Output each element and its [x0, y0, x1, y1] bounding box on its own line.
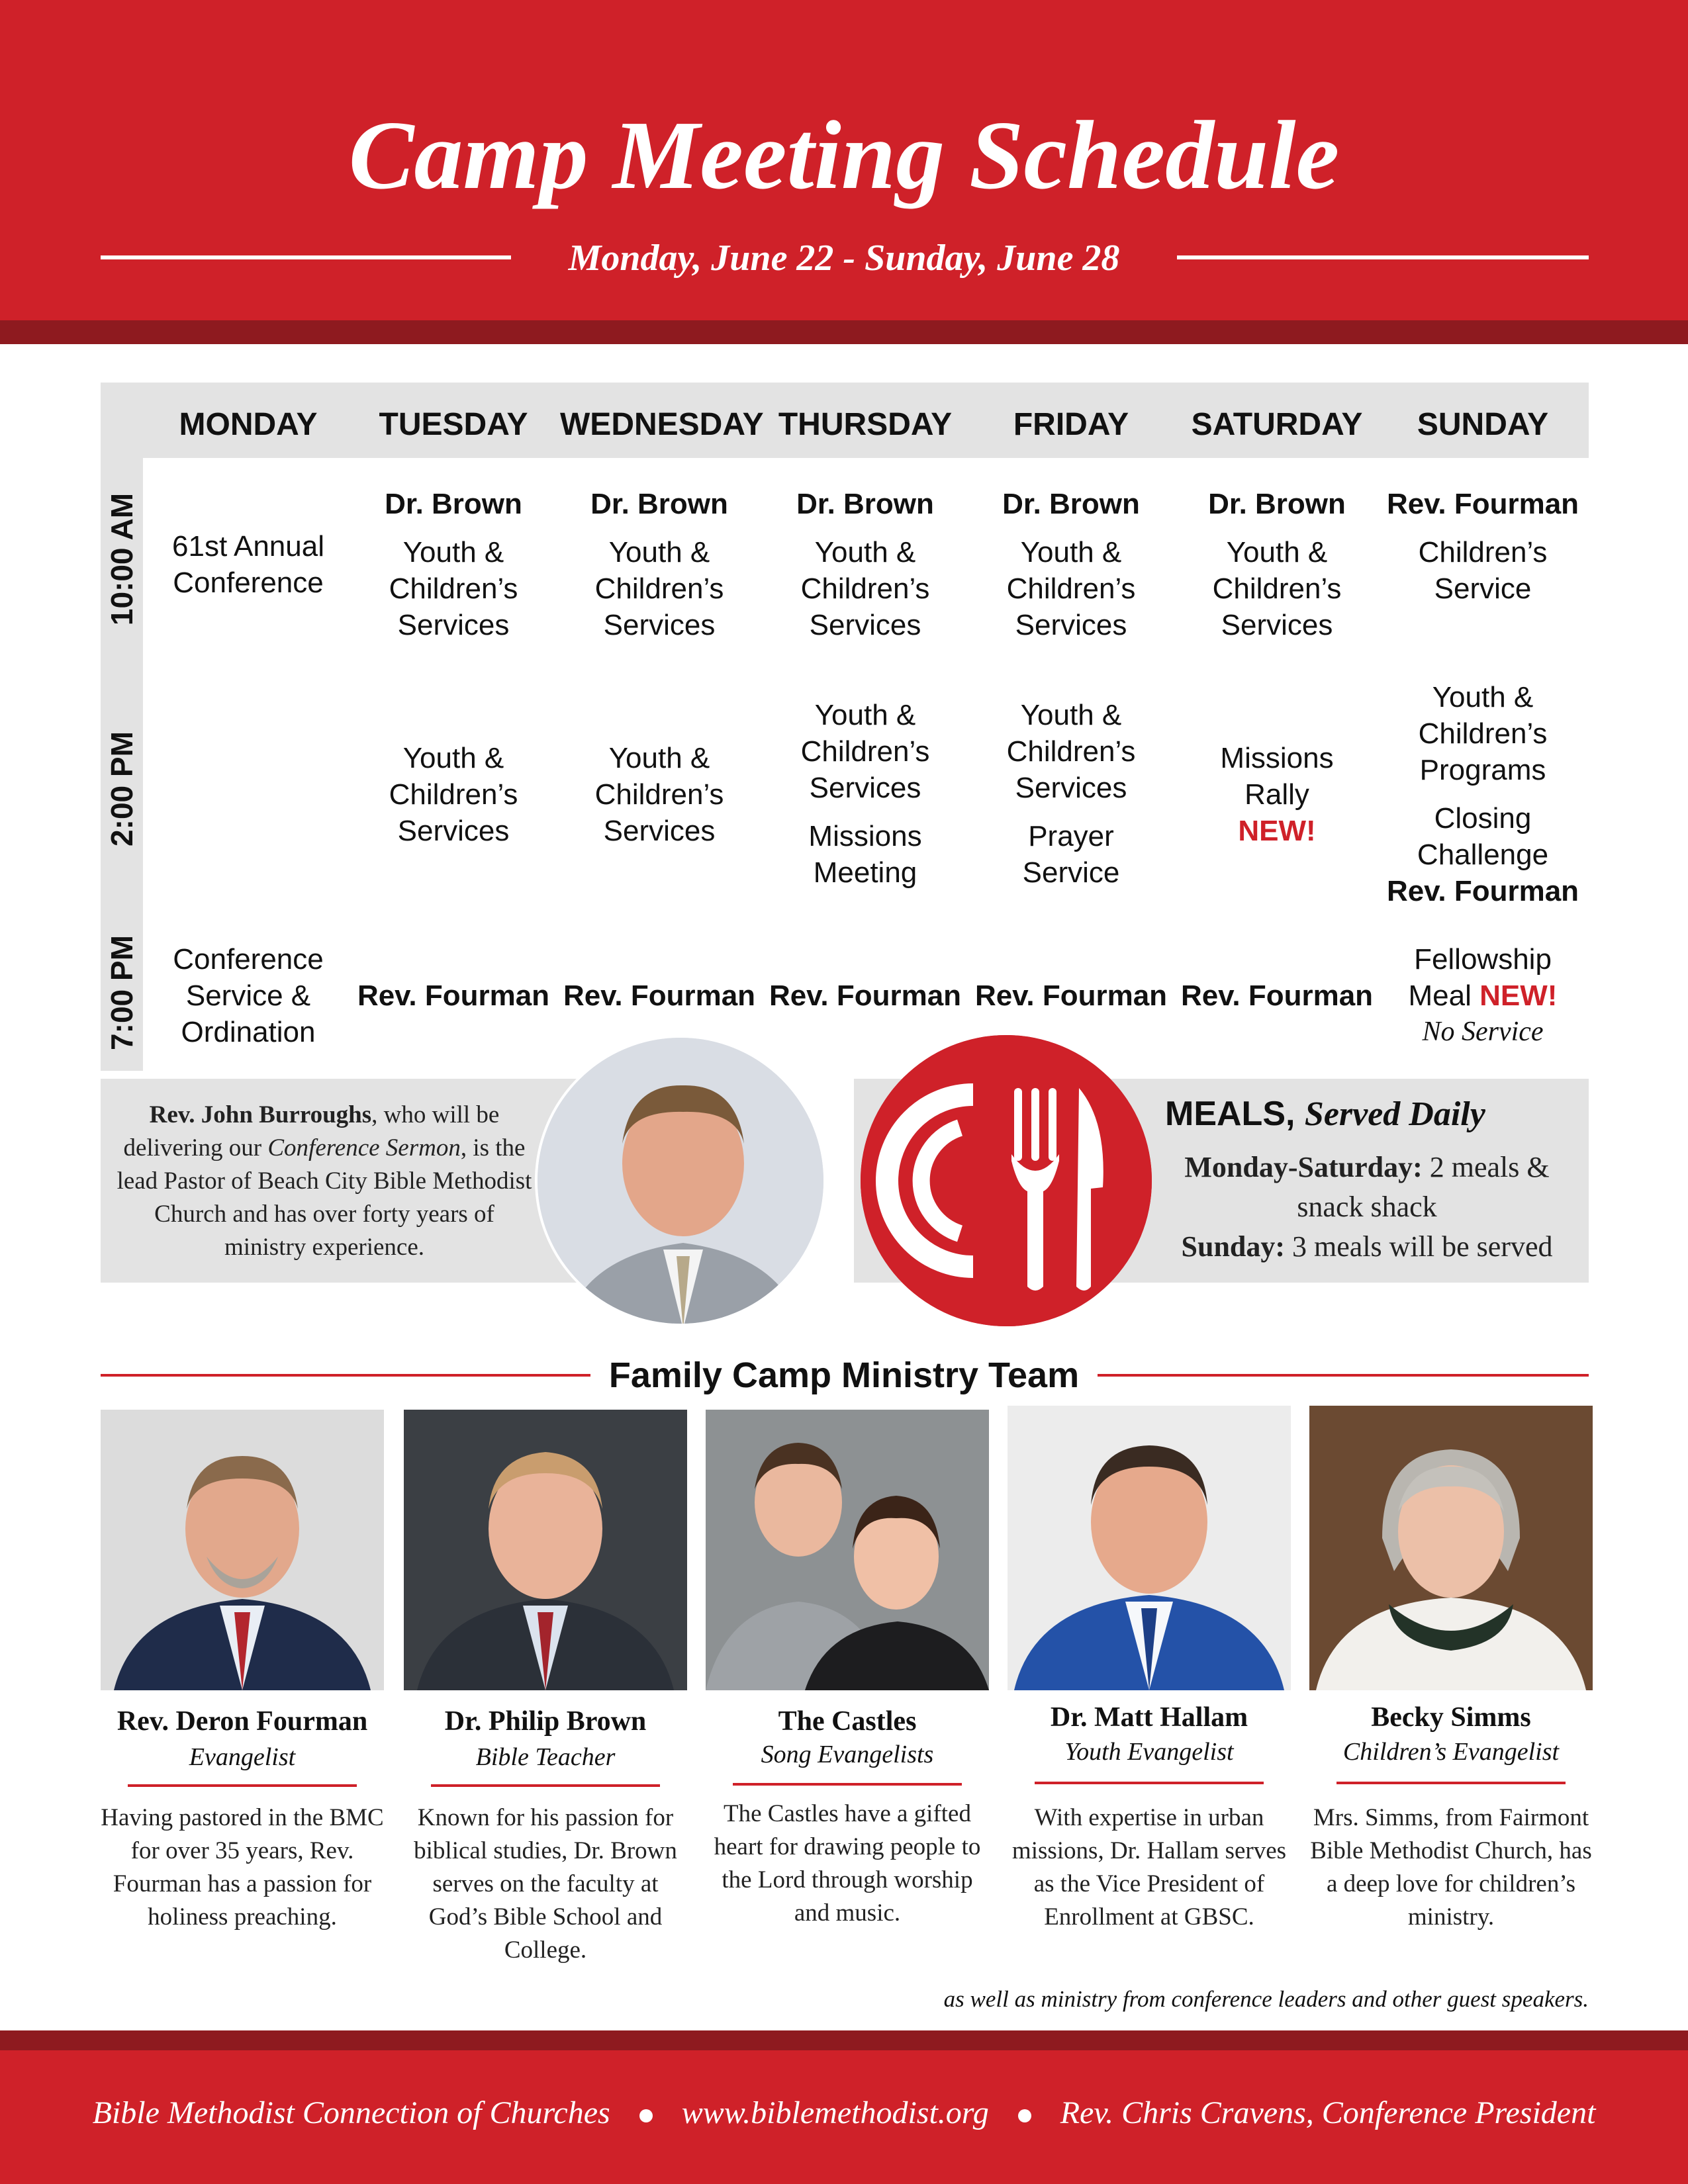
- meals-utensils-icon: [861, 1035, 1152, 1326]
- cell-line: Children’s: [389, 778, 518, 811]
- cell-line: Missions: [1220, 742, 1334, 774]
- fourman-photo: [101, 1410, 384, 1690]
- member-name: Dr. Matt Hallam: [1050, 1702, 1248, 1733]
- portrait-illustration: [404, 1410, 687, 1690]
- sermon-speaker-name: Rev. John Burroughs: [149, 1101, 372, 1128]
- cell-line: Services: [397, 609, 510, 641]
- cell-line: Youth &: [608, 742, 710, 774]
- cell-line: Services: [1221, 609, 1333, 641]
- cell-line: Closing: [1434, 802, 1532, 835]
- cell-note: No Service: [1422, 1017, 1544, 1047]
- sermon-text-part: , who will be delivering our: [123, 1101, 500, 1161]
- member-role: Evangelist: [189, 1743, 296, 1771]
- sermon-title: Conference Sermon: [267, 1134, 461, 1161]
- member-bio: The Castles have a gifted heart for drawing people to the Lord through worship and music.: [714, 1800, 981, 1927]
- member-name: Becky Simms: [1371, 1702, 1531, 1733]
- cell-line: Youth &: [402, 536, 504, 569]
- member-divider: [1035, 1782, 1264, 1784]
- cell-line: Services: [1015, 609, 1127, 641]
- member-divider: [431, 1784, 660, 1787]
- time-10am: 10:00 AM: [105, 492, 139, 626]
- brown-photo: [404, 1410, 687, 1690]
- cell-line: Services: [809, 772, 921, 804]
- cell-line: Youth &: [608, 536, 710, 569]
- cell-eve-sunday: [1383, 941, 1582, 1050]
- sermon-description: [113, 1099, 536, 1264]
- member-role: Children’s Evangelist: [1342, 1738, 1560, 1766]
- bullet-icon: [639, 2109, 653, 2122]
- burroughs-photo: [535, 1035, 826, 1326]
- cell-line: Children’s: [800, 735, 930, 768]
- member-bio: Known for his passion for biblical studies, Dr. Brown serves on the faculty at God’s Bible School and College.: [414, 1804, 677, 1964]
- additional-speakers-note: as well as ministry from conference leaders and other guest speakers.: [943, 1986, 1589, 2012]
- simms-photo: [1309, 1406, 1593, 1690]
- cell-line: Meeting: [813, 856, 917, 889]
- cell-eve-saturday: [1178, 978, 1376, 1014]
- meals-weekday-text: 2 meals & snack shack: [1297, 1151, 1550, 1223]
- cell-line: Children’s: [389, 572, 518, 605]
- day-friday: FRIDAY: [1013, 407, 1129, 442]
- member-bio: Mrs. Simms, from Fairmont Bible Methodist Church, has a deep love for children’s ministry.: [1310, 1804, 1592, 1931]
- cell-speaker: Rev. Fourman: [1180, 979, 1374, 1012]
- cell-speaker: Rev. Fourman: [1386, 875, 1579, 907]
- cell-speaker: Rev. Fourman: [1386, 488, 1579, 520]
- cell-line: Youth &: [1226, 536, 1328, 569]
- date-range: Monday, June 22 - Sunday, June 28: [568, 238, 1120, 279]
- member-name: Rev. Deron Fourman: [117, 1706, 368, 1737]
- page-title: Camp Meeting Schedule: [348, 101, 1340, 210]
- member-role: Song Evangelists: [761, 1741, 934, 1768]
- cell-am-sunday: [1383, 486, 1582, 607]
- cell-line: Children’s: [594, 572, 724, 605]
- cell-am-friday: [972, 486, 1170, 643]
- cell-am-wednesday: [560, 486, 759, 643]
- footer-org: Bible Methodist Connection of Churches: [92, 2095, 610, 2130]
- meals-sunday-text: 3 meals will be served: [1285, 1230, 1553, 1263]
- portrait-illustration: [1309, 1406, 1593, 1690]
- cell-eve-friday: [972, 978, 1170, 1014]
- cell-pm-tuesday: [354, 740, 553, 849]
- meals-details: [1152, 1148, 1582, 1267]
- cell-line: Rally: [1244, 778, 1309, 811]
- cell-line: Youth &: [814, 536, 916, 569]
- cell-line: Services: [809, 609, 921, 641]
- cell-line: Ordination: [181, 1016, 316, 1048]
- footer-president: Rev. Chris Cravens, Conference President: [1060, 2095, 1596, 2130]
- time-7pm: 7:00 PM: [105, 935, 139, 1050]
- new-badge: NEW!: [1479, 979, 1558, 1012]
- member-divider: [733, 1783, 962, 1786]
- cell-am-monday: [149, 528, 348, 601]
- member-role: Youth Evangelist: [1064, 1738, 1234, 1766]
- cell-speaker: Rev. Fourman: [974, 979, 1168, 1012]
- cell-line: Children’s: [1418, 717, 1548, 750]
- cell-line: Missions: [808, 820, 922, 852]
- cell-pm-wednesday: [560, 740, 759, 849]
- hallam-photo: [1008, 1406, 1291, 1690]
- new-badge: NEW!: [1238, 815, 1316, 847]
- cell-line: Youth &: [402, 742, 504, 774]
- member-divider: [1336, 1782, 1566, 1784]
- day-thursday: THURSDAY: [778, 407, 953, 442]
- cell-line: Programs: [1419, 754, 1546, 786]
- cell-speaker: Dr. Brown: [590, 488, 728, 520]
- team-rule-right: [1098, 1374, 1589, 1377]
- cell-eve-tuesday: [354, 978, 553, 1014]
- cell-line: Services: [603, 609, 716, 641]
- cell-pm-saturday: [1178, 740, 1376, 849]
- time-2pm: 2:00 PM: [105, 731, 139, 846]
- cell-line: Services: [603, 815, 716, 847]
- team-rule-left: [101, 1374, 590, 1377]
- cell-line: Children’s: [1006, 572, 1136, 605]
- cell-line: Conference: [173, 943, 324, 976]
- meals-heading: [1165, 1091, 1575, 1138]
- cell-line: Fellowship: [1414, 943, 1552, 976]
- member-divider: [128, 1784, 357, 1787]
- member-bio: With expertise in urban missions, Dr. Hallam serves as the Vice President of Enrollment at GBSC.: [1011, 1804, 1287, 1931]
- member-name: The Castles: [778, 1706, 917, 1737]
- cell-pm-sunday: [1383, 679, 1582, 909]
- day-sunday: SUNDAY: [1417, 407, 1549, 442]
- cell-line: Service: [1022, 856, 1120, 889]
- cell-line: Service: [1434, 572, 1532, 605]
- cell-pm-thursday: [766, 697, 964, 891]
- cell-am-thursday: [766, 486, 964, 643]
- portrait-illustration: [101, 1410, 384, 1690]
- day-tuesday: TUESDAY: [379, 407, 528, 442]
- cell-line: Youth &: [1020, 699, 1122, 731]
- sermon-text-part: , is the lead Pastor of Beach City Bible Methodist Church and has over forty years of ministry experience.: [117, 1134, 532, 1261]
- cell-eve-monday: [149, 941, 348, 1050]
- cell-speaker: Rev. Fourman: [769, 979, 962, 1012]
- team-heading: Family Camp Ministry Team: [608, 1355, 1080, 1395]
- cell-line: [1383, 978, 1582, 1014]
- meals-heading-text: MEALS,: [1165, 1095, 1295, 1133]
- member-name: Dr. Philip Brown: [444, 1706, 647, 1737]
- cell-speaker: Rev. Fourman: [357, 979, 550, 1012]
- day-wednesday: WEDNESDAY: [560, 407, 764, 442]
- cell-line: Services: [397, 815, 510, 847]
- header-stripe: [0, 320, 1688, 344]
- cell-line: Children’s: [800, 572, 930, 605]
- meals-sunday-label: Sunday:: [1181, 1230, 1286, 1263]
- cell-speaker: Dr. Brown: [385, 488, 522, 520]
- bullet-icon: [1018, 2109, 1031, 2122]
- footer-info: [0, 2091, 1688, 2135]
- day-monday: MONDAY: [179, 407, 318, 442]
- cell-line: Children’s: [1418, 536, 1548, 569]
- cell-line: Youth &: [1020, 536, 1122, 569]
- cell-eve-thursday: [766, 978, 964, 1014]
- cell-line: Children’s: [594, 778, 724, 811]
- cell-line: Children’s: [1212, 572, 1342, 605]
- footer-stripe: [0, 2030, 1688, 2050]
- cell-am-saturday: [1178, 486, 1376, 643]
- cell-pm-friday: [972, 697, 1170, 891]
- member-bio: Having pastored in the BMC for over 35 years, Rev. Fourman has a passion for holiness preaching.: [101, 1804, 384, 1931]
- cell-line: Youth &: [1432, 681, 1534, 713]
- cell-speaker: Rev. Fourman: [563, 979, 756, 1012]
- castles-photo: [706, 1410, 989, 1690]
- day-saturday: SATURDAY: [1191, 407, 1363, 442]
- member-role: Bible Teacher: [475, 1743, 616, 1771]
- cell-speaker: Dr. Brown: [1208, 488, 1346, 520]
- cell-line: Prayer: [1028, 820, 1114, 852]
- cell-line: Children’s: [1006, 735, 1136, 768]
- cell-line: Challenge: [1417, 839, 1549, 871]
- portrait-illustration: [1008, 1406, 1291, 1690]
- cell-line: Services: [1015, 772, 1127, 804]
- cell-line: Service &: [185, 979, 311, 1012]
- portrait-illustration: [706, 1410, 989, 1690]
- cell-line: 61st Annual: [172, 530, 324, 563]
- cell-line: Youth &: [814, 699, 916, 731]
- cell-am-tuesday: [354, 486, 553, 643]
- meals-weekday-label: Monday-Saturday:: [1184, 1151, 1423, 1183]
- meals-heading-italic: Served Daily: [1304, 1095, 1485, 1133]
- cell-speaker: Dr. Brown: [1002, 488, 1140, 520]
- plate-fork-knife-icon: [861, 1035, 1152, 1326]
- cell-line: Conference: [173, 567, 324, 599]
- cell-speaker: Dr. Brown: [796, 488, 934, 520]
- cell-eve-wednesday: [560, 978, 759, 1014]
- footer-url[interactable]: www.biblemethodist.org: [681, 2095, 989, 2130]
- cell-line-text: Meal: [1408, 979, 1472, 1012]
- portrait-illustration: [538, 1038, 826, 1326]
